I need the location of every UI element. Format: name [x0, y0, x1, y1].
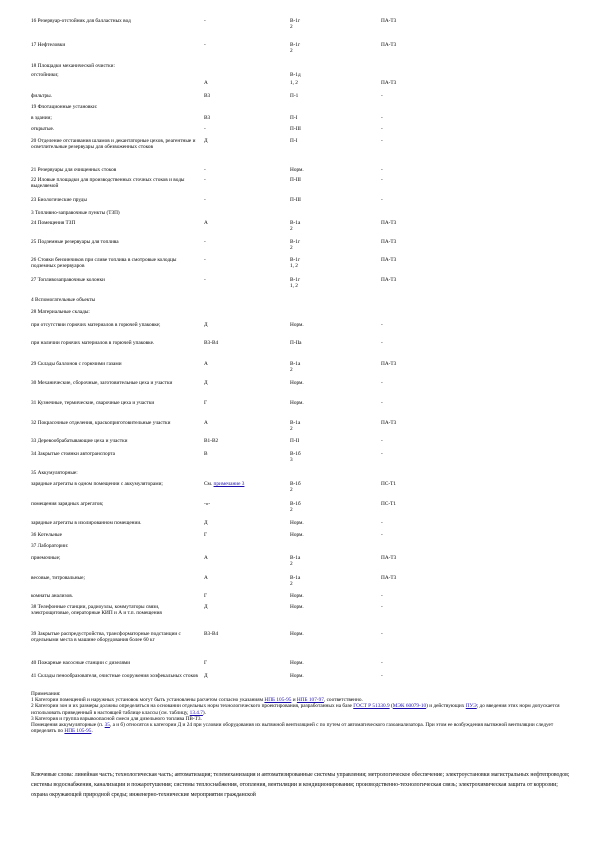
- cell-c2: -: [204, 277, 206, 283]
- keywords-label: Ключевые слова:: [31, 772, 74, 778]
- link-npb-105-b[interactable]: НПБ 105-95: [64, 728, 92, 735]
- cell-c3: 1, 2: [290, 80, 298, 86]
- cell-c2: А: [204, 361, 208, 367]
- cell-c1: 33 Деревообрабатывающие цеха и участки: [31, 438, 128, 444]
- cell-c1: 34 Закрытые стоянки автотранспорта: [31, 451, 116, 457]
- cell-c2: А: [204, 220, 208, 226]
- cell-c4: ПА-Т3: [381, 18, 397, 24]
- cell-c1: зарядные агрегаты в изолированном помещении.: [31, 520, 142, 526]
- cell-c2: Д: [204, 604, 208, 610]
- cell-c3: В-1а 2: [290, 555, 301, 568]
- cell-c2: А: [204, 420, 208, 426]
- cell-c4: -: [381, 340, 383, 346]
- cell-c1: 35 Аккумуляторные:: [31, 470, 78, 476]
- cell-c2: Г: [204, 400, 208, 406]
- cell-c2: -: [204, 257, 206, 263]
- cell-c3: П-III: [290, 197, 301, 203]
- cell-c4: -: [381, 593, 383, 599]
- cell-c2: Г: [204, 660, 208, 666]
- cell-c2: -: [204, 197, 206, 203]
- cell-c4: -: [381, 631, 383, 637]
- keywords-text: линейная часть; технологическая часть; автоматизация; телемеханизация и автоматизированные системы управления; метрологическое обеспечение; электроустановки магистральных нефтепроводов; системы водоснабжения, канализации и пожаротушения; системы теплоснабжения, отопления, вентиляции и кондиционирования; производственно-технологическая связь; электрохимическая защита от коррозии; охрана окружающей природной среды; инженерно-технические мероприятия гражданской: [31, 772, 570, 798]
- cell-c2: -: [204, 42, 206, 48]
- cell-c2: -: [204, 167, 206, 173]
- cell-c1: 17 Нефтеловки: [31, 42, 66, 48]
- cell-c1: помещения зарядных агрегатов;: [31, 501, 104, 507]
- cell-c2: Д: [204, 673, 208, 679]
- note-4: Помещения аккумуляторные (п. 35, а и б) относятся к категории Д и 24 при условии оборудования их вытяжной вентиляцией с по путем от автоматического газоанализатора. При этом ее возбуждения вытяжной вентиляции следует определять по НПБ 105-95.: [31, 722, 554, 735]
- link-npb-107[interactable]: НПБ 107-97: [296, 697, 324, 704]
- cell-c3: П-III: [290, 177, 301, 183]
- cell-c1: 39 Закрытые распредустройства, трансформаторные подстанции с отдельными места в машине оборудования более 60 кг: [31, 631, 181, 644]
- cell-c2: А: [204, 575, 208, 581]
- cell-c4: ПС-Т1: [381, 501, 397, 507]
- cell-c3: В-1г 2: [290, 239, 301, 252]
- link-gost[interactable]: ГОСТ Р 51330.9: [353, 703, 390, 710]
- cell-c3: В-1г 2: [290, 18, 301, 31]
- cell-c1: 37 Лаборатории:: [31, 543, 69, 549]
- cell-c3: В-1г 2: [290, 42, 301, 55]
- cell-c2: Д: [204, 138, 208, 144]
- note-3: 3 Категория и группа взрывоопасной смеси для дизельного топлива ПВ-Т3.: [31, 715, 202, 722]
- cell-c4: -: [381, 138, 383, 144]
- cell-c1: 20 Отделение отстаивания шламов и декантаторные цехов, реагентные и осветлительные резервуары для обезвоженных стоков: [31, 138, 196, 151]
- cell-c4: ПС-Т1: [381, 481, 397, 487]
- cell-c3: Норм.: [290, 167, 304, 173]
- cell-c1: открытые.: [31, 126, 55, 132]
- cell-c3: П-I: [290, 138, 298, 144]
- cell-c3: Норм.: [290, 593, 304, 599]
- cell-c4: -: [381, 604, 383, 610]
- cell-c1: 18 Площадки механической очистки:: [31, 63, 115, 69]
- cell-c3: Норм.: [290, 532, 304, 538]
- link-npb-105[interactable]: НПБ 105-95: [264, 697, 292, 704]
- cell-c4: -: [381, 177, 383, 183]
- cell-c4: ПА-Т3: [381, 555, 397, 561]
- cell-c1: при наличии горючих материалов в горючей упаковке.: [31, 340, 155, 346]
- note-1: 1 Категории помещений и наружных установок могут быть установлены расчетом согласно указаниям НПБ 105-95 и НПБ 107-97, соответственно.: [31, 697, 363, 704]
- cell-c2: Д: [204, 322, 208, 328]
- note-2: 2 Категории зон и их размеры должны определяться на основании отдельных норм технологического проектирования, разработанных на базе ГОСТ Р 51330.9 (МЭК 60079-10) и действующих ПУЭ; до введения этих норм допускается использовать приведенный в настоящей таблице классы (см. таблицу, 13.4.7).: [31, 703, 560, 716]
- cell-c2: Д: [204, 520, 208, 526]
- cell-c2: В3-В4: [204, 340, 219, 346]
- cell-c3: В-1б 2: [290, 481, 301, 494]
- keywords-block: [31, 770, 571, 800]
- cell-c4: -: [381, 660, 383, 666]
- cell-c1: 23 Биологические пруды: [31, 197, 87, 203]
- cell-c2: Г: [204, 593, 208, 599]
- cell-c1: 16 Резервуар-отстойник для балластных вод: [31, 18, 131, 24]
- cell-c4: -: [381, 167, 383, 173]
- cell-c1: отстойники;: [31, 72, 59, 78]
- cell-c3: П-I: [290, 115, 298, 121]
- cell-c4: -: [381, 400, 383, 406]
- cell-c3: Норм.: [290, 380, 304, 386]
- cell-c1: 22 Иловые площадки для производственных сточных стоков и воды выделяемой: [31, 177, 185, 190]
- link-section[interactable]: 13.4.7: [189, 709, 203, 716]
- cell-c1: 41 Склады пенообразователя, очистные сооружения хозфекальных стоков: [31, 673, 198, 679]
- cell-c1: 24 Помещения ТЗП: [31, 220, 76, 226]
- cell-c4: -: [381, 93, 383, 99]
- cell-c2: В3: [204, 93, 211, 99]
- cell-c1: 32 Покрасочные отделения, краскоприготовительные участки: [31, 420, 171, 426]
- cell-c1: 28 Материальные склады:: [31, 309, 90, 315]
- cell-c1: 27 Топливозаправочные колонки: [31, 277, 105, 283]
- cell-c4: ПА-Т3: [381, 220, 397, 226]
- cell-c4: -: [381, 380, 383, 386]
- cell-c4: ПА-Т3: [381, 361, 397, 367]
- cell-c3: В-1а 2: [290, 420, 301, 433]
- cell-c3: П-II: [290, 438, 300, 444]
- cell-c1: 3 Топливно-заправочные пункты (ТЗП): [31, 210, 120, 216]
- cell-c3: В-1а 2: [290, 361, 301, 374]
- cell-c1: фильтры.: [31, 93, 53, 99]
- notes-block: [31, 691, 571, 734]
- link-pue[interactable]: ПУЭ: [465, 703, 477, 710]
- cell-c2: -: [204, 177, 206, 183]
- cell-c1: при отсутствии горючих материалов в горючей упаковке;: [31, 322, 161, 328]
- cell-c3: В-1б 2: [290, 501, 301, 514]
- cell-c3: В-1а 2: [290, 220, 301, 233]
- cell-c1: 38 Телефонные станции, радиоузлы, коммутаторы связи, электрощитовые, операторные КИП и А и т.п. помещения: [31, 604, 162, 617]
- link-note-3[interactable]: примечание 3: [213, 481, 245, 487]
- link-iec[interactable]: МЭК 60079-10: [392, 703, 427, 710]
- cell-c1: комнаты анализов.: [31, 593, 74, 599]
- cell-c4: -: [381, 451, 383, 457]
- link-item-35[interactable]: 35: [104, 722, 110, 729]
- cell-c3: В-1а 2: [290, 575, 301, 588]
- cell-c1: 36 Котельные: [31, 532, 62, 538]
- cell-c2: -: [204, 239, 206, 245]
- cell-c3: П-1: [290, 93, 299, 99]
- cell-c1: 21 Резервуары для очищенных стоков: [31, 167, 117, 173]
- cell-c2: Г: [204, 532, 208, 538]
- cell-c4: ПА-Т3: [381, 80, 397, 86]
- cell-c4: ПА-Т3: [381, 42, 397, 48]
- cell-c4: ПА-Т3: [381, 239, 397, 245]
- cell-c3: П-III: [290, 126, 301, 132]
- cell-c2: -: [204, 18, 206, 24]
- cell-c3: Норм.: [290, 631, 304, 637]
- cell-c1: приемочные;: [31, 555, 61, 561]
- cell-c2: В1-В2: [204, 438, 219, 444]
- cell-c3: Норм.: [290, 604, 304, 610]
- cell-c1: 4 Вспомогательные объекты: [31, 297, 96, 303]
- cell-c4: -: [381, 115, 383, 121]
- cell-c4: -: [381, 532, 383, 538]
- cell-c2: Д: [204, 380, 208, 386]
- cell-c2: -: [204, 126, 206, 132]
- cell-c2: -«-: [204, 501, 211, 507]
- cell-c3: Норм.: [290, 673, 304, 679]
- cell-c4: -: [381, 673, 383, 679]
- cell-c1: весовые, титровальные;: [31, 575, 85, 581]
- cell-c2: А: [204, 555, 208, 561]
- cell-c2: См. примечание 3: [204, 481, 245, 487]
- cell-c1: 29 Склады баллонов с горючими газами: [31, 361, 122, 367]
- cell-c2: В: [204, 451, 208, 457]
- cell-c3: В-1д: [290, 72, 301, 78]
- cell-c1: 31 Кузнечные, термические, сварочные цеха и участки: [31, 400, 155, 406]
- cell-c3: В-1г 1, 2: [290, 277, 301, 290]
- cell-c2: В3: [204, 115, 211, 121]
- cell-c4: ПА-Т3: [381, 277, 397, 283]
- cell-c1: 40 Пожарные насосные станции с дизелями: [31, 660, 131, 666]
- cell-c2: А: [204, 80, 208, 86]
- cell-c4: -: [381, 438, 383, 444]
- cell-c3: Норм.: [290, 660, 304, 666]
- cell-c3: Норм.: [290, 400, 304, 406]
- cell-c3: В-1б 3: [290, 451, 301, 464]
- cell-c3: П-IIа: [290, 340, 302, 346]
- cell-c1: 25 Подземные резервуары для топлива: [31, 239, 119, 245]
- cell-c1: 19 Флотационные установки:: [31, 104, 98, 110]
- cell-c4: -: [381, 520, 383, 526]
- cell-c1: 26 Стояки бензинчиков при сливе топлива в смотровые колодцы подземных резервуаров: [31, 257, 177, 270]
- cell-c4: ПА-Т3: [381, 420, 397, 426]
- cell-c1: зарядные агрегаты в одном помещении с аккумуляторами;: [31, 481, 163, 487]
- notes-title: Примечания:: [31, 691, 61, 697]
- cell-c4: -: [381, 126, 383, 132]
- cell-c4: -: [381, 322, 383, 328]
- cell-c4: ПА-Т3: [381, 257, 397, 263]
- cell-c4: -: [381, 197, 383, 203]
- cell-c3: В-1г 1, 2: [290, 257, 301, 270]
- cell-c3: Норм.: [290, 322, 304, 328]
- cell-c2: В3-В4: [204, 631, 219, 637]
- cell-c3: Норм.: [290, 520, 304, 526]
- cell-c1: 30 Механические, сборочные, заготовительные цеха и участки: [31, 380, 173, 386]
- cell-c4: ПА-Т3: [381, 575, 397, 581]
- cell-c1: в здании;: [31, 115, 52, 121]
